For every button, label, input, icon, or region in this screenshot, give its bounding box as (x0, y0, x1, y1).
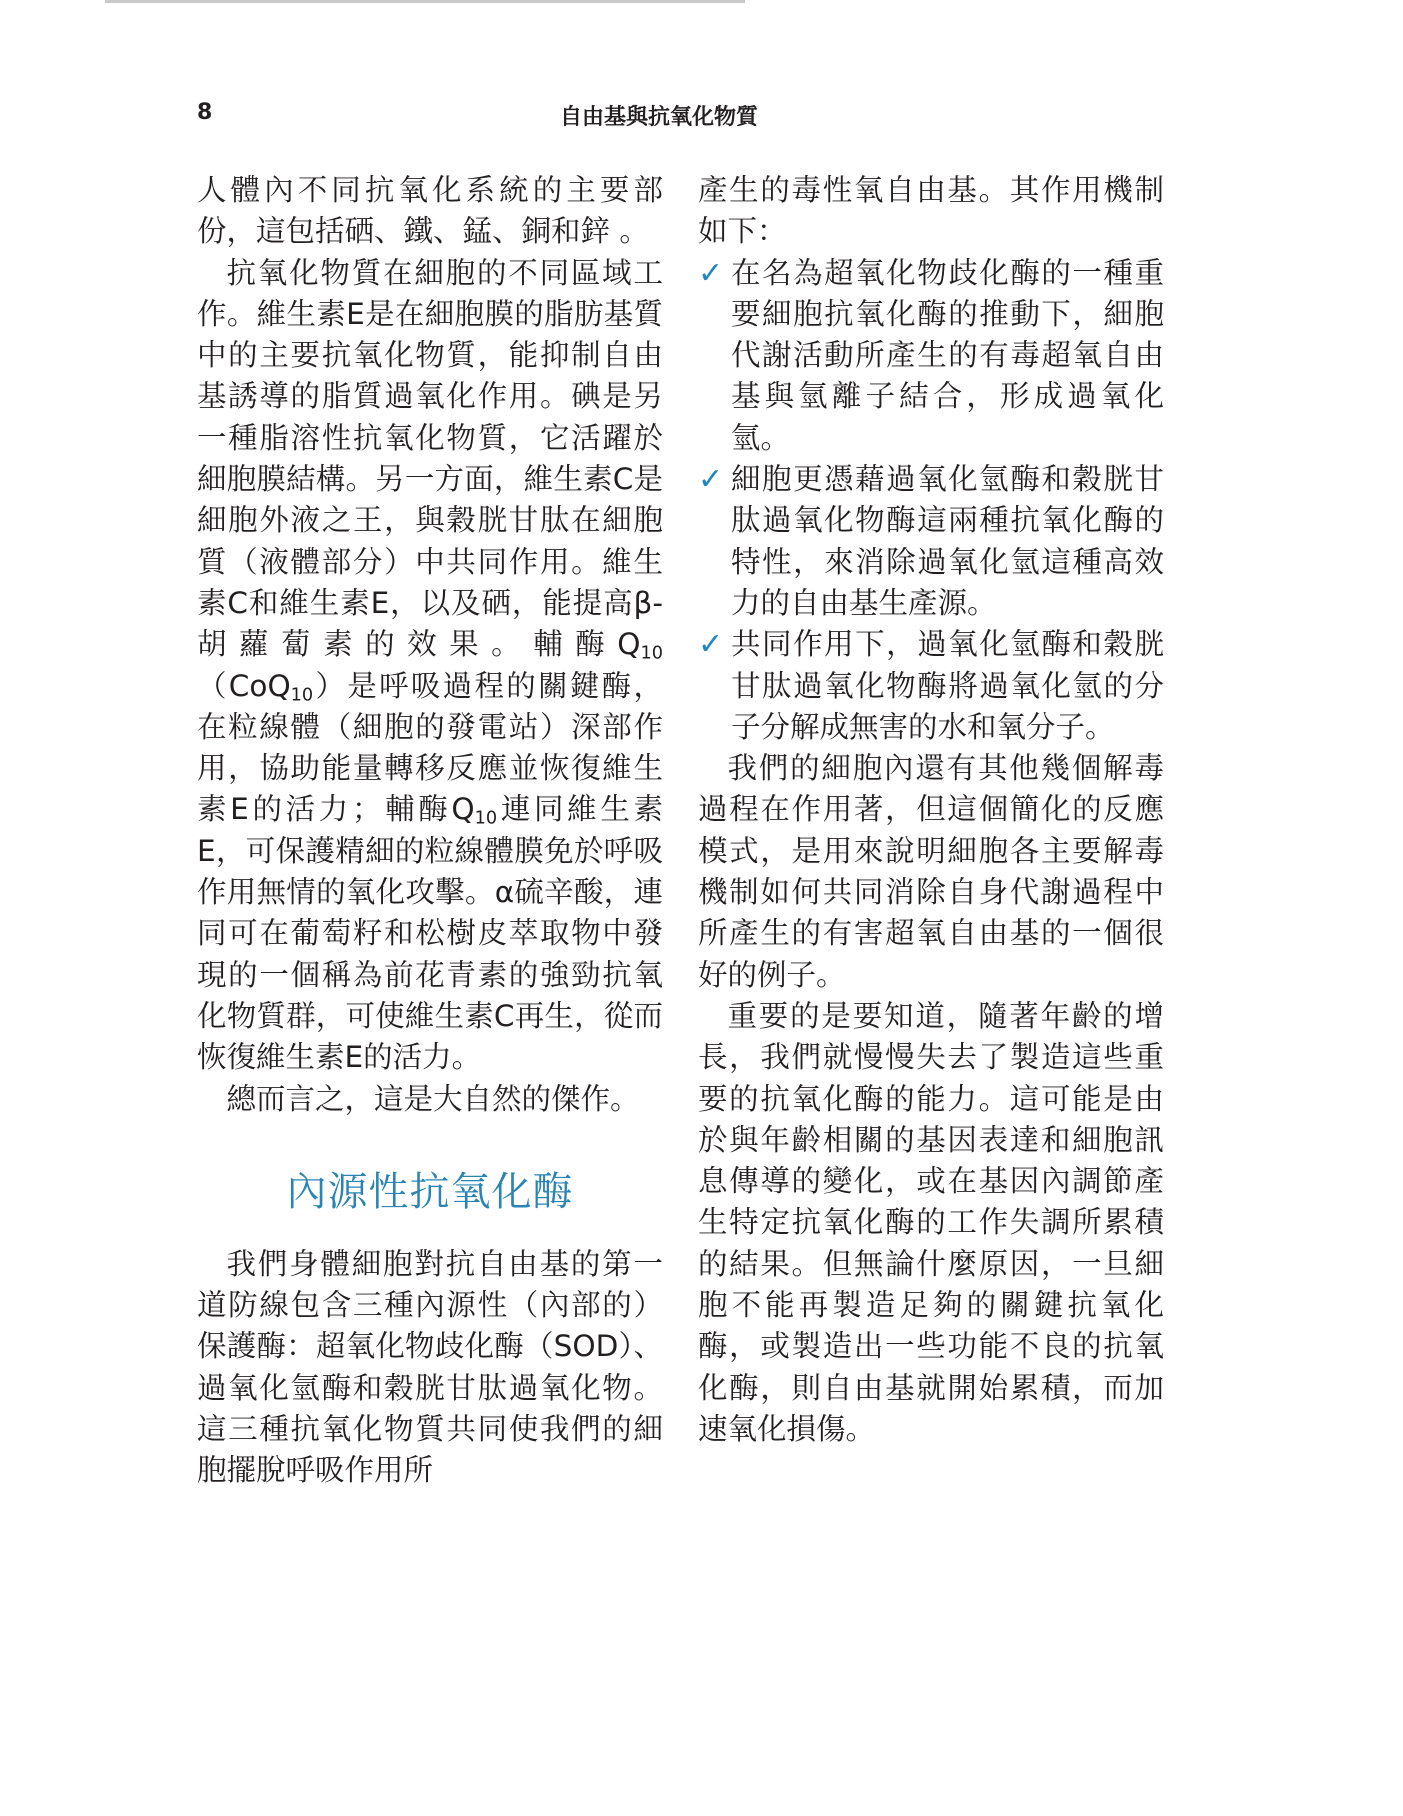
list-item (698, 624, 1164, 748)
right-paragraph-1: 產生的毒性氧自由基。其作用機制如下： (698, 173, 1164, 249)
left-paragraph-2 (197, 253, 663, 1079)
subscript: 10 (640, 643, 663, 664)
left-paragraph-1: 人體內不同抗氧化系統的主要部份，這包括硒、鐵、錳、銅和鋅 。 (197, 173, 663, 249)
left-column (197, 170, 663, 1492)
list-item-text: 在名為超氧化物歧化酶的一種重要細胞抗氧化酶的推動下，細胞代謝活動所產生的有毒超氧自由基與氫離子結合，形成過氧化氫。 (731, 255, 1164, 455)
checkmark-icon: ✓ (698, 255, 724, 291)
subscript: 10 (474, 808, 498, 829)
page-number: 8 (197, 100, 213, 125)
mechanism-list (698, 253, 1164, 749)
right-paragraph-2: 我們的細胞內還有其他幾個解毒過程在作用著，但這個簡化的反應模式，是用來說明細胞各主要解毒機制如何共同消除自身代謝過程中所產生的有害超氧自由基的一個很好的例子。 (698, 751, 1164, 992)
list-item (698, 459, 1164, 624)
subscript: 10 (290, 684, 314, 705)
right-column (698, 170, 1164, 1450)
text-run: （CoQ (197, 668, 291, 703)
left-paragraph-3: 總而言之，這是大自然的傑作。 (226, 1081, 640, 1116)
text-run: 抗氧化物質在細胞的不同區域工作。維生素E是在細胞膜的脂肪基質中的主要抗氧化物質，能抑制自由基誘導的脂質過氧化作用。碘是另一種脂溶性抗氧化物質，它活躍於細胞膜結構。另一方面，維生素C是細胞外液之王，與穀胱甘肽在細胞質（液體部分）中共同作用。維生素C和維生素E，以及硒，能提高β-胡蘿蔔素的效果。輔酶Q (197, 255, 663, 662)
checkmark-icon: ✓ (698, 462, 724, 498)
list-item (698, 253, 1164, 459)
list-item-text: 共同作用下，過氧化氫酶和穀胱甘肽過氧化物酶將過氧化氫的分子分解成無害的水和氧分子。 (731, 627, 1164, 744)
text-run: 連同維生素E，可保護精細的粒線體膜免於呼吸作用無情的氧化攻擊。α硫辛酸，連同可在葡萄籽和松樹皮萃取物中發現的一個稱為前花青素的強勁抗氧化物質群，可使維生素C再生，從而恢復維生素E的活力。 (197, 792, 663, 1075)
left-paragraph-4: 我們身體細胞對抗自由基的第一道防線包含三種內源性（內部的）保護酶：超氧化物歧化酶（SOD）、過氧化氫酶和穀胱甘肽過氧化物。這三種抗氧化物質共同使我們的細胞擺脫呼吸作用所 (197, 1246, 663, 1488)
section-heading: 內源性抗氧化酶 (286, 1168, 574, 1215)
running-head: 自由基與抗氧化物質 (560, 105, 759, 130)
list-item-text: 細胞更憑藉過氧化氫酶和穀胱甘肽過氧化物酶這兩種抗氧化酶的特性，來消除過氧化氫這種高效力的自由基生產源。 (731, 462, 1164, 620)
top-rule (105, 0, 745, 3)
text-run: ）是呼吸過程的關鍵酶，在粒線體（細胞的發電站）深部作用，協助能量轉移反應並恢復維生素E的活力；輔酶Q (197, 668, 663, 827)
right-paragraph-3: 重要的是要知道，隨著年齡的增長，我們就慢慢失去了製造這些重要的抗氧化酶的能力。這可能是由於與年齡相關的基因表達和細胞訊息傳導的變化，或在基因內調節產生特定抗氧化酶的工作失調所累積的結果。但無論什麼原因，一旦細胞不能再製造足夠的關鍵抗氧化酶，或製造出一些功能不良的抗氧化酶，則自由基就開始累積，而加速氧化損傷。 (698, 998, 1164, 1446)
checkmark-icon: ✓ (698, 627, 724, 663)
